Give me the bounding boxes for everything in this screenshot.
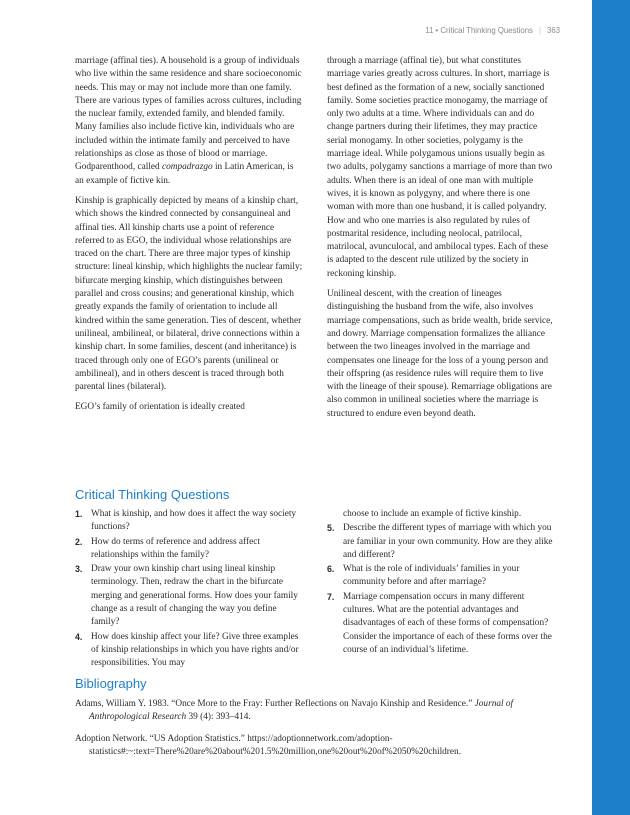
header-separator: | — [538, 26, 541, 35]
page-number: 363 — [546, 26, 560, 35]
question-number: 7. — [327, 591, 335, 602]
italic-term: compadrazgo — [162, 162, 213, 173]
paragraph: Unilineal descent, with the creation of lineages distinguishing the husband from the wife, also involves marriage compensations, such as bride wealth, bride service, and dowry. Marriage compensation formalizes the alliance between the two lineages involved in the marriage and compensates one lineage for the loss of a young person and their offspring (as residence rules will require them to live with the lineage of their spouse). Remarriage obligations are also common in unilineal societies where the marriage is structured to endure even beyond death. — [327, 289, 553, 419]
paragraph: through a marriage (affinal tie), but what constitutes marriage varies greatly across cultures. In short, marriage is best defined as the formation of a new, socially sanctioned family. Some societies practice monogamy, the marriage of only two adults at a time. Where individuals can and do change partners during their lifetimes, they may practice serial monogamy. In other societies, polygamy is the marriage ideal. While polygamous unions usually begin as two adults, polygamy sanctions a marriage of more than two adults. When there is an ideal of one man with multiple wives, it is known as polygyny, and where there is one woman with more than one husband, it is called polyandry. How and who one marries is also regulated by rules of postmarital residence, including neolocal, patrilocal, matrilocal, avunculocal, and ambilocal types. Each of these is adapted to the descent rule utilized by the society in reckoning kinship. — [327, 56, 553, 279]
paragraph-text: in Latin American, is an example of fictive kin. — [75, 162, 294, 186]
running-head — [425, 26, 560, 35]
question-continuation: choose to include an example of fictive kinship. — [343, 509, 522, 519]
citation-text: 39 (4): 393–414. — [186, 712, 251, 723]
question-number: 2. — [75, 536, 83, 547]
question-text: What is the role of individuals’ families in your community before and after marriage? — [343, 564, 520, 588]
section-heading-questions: Critical Thinking Questions — [75, 487, 230, 502]
question-number: 4. — [75, 631, 83, 642]
paragraph — [75, 55, 303, 188]
paragraph: Kinship is graphically depicted by means of a kinship chart, which shows the kindred connected by consanguineal and affinal ties. All kinship charts use a point of reference referred to as EGO, the individual whose relationships are traced on the chart. There are three major types of kinship structure: lineal kinship, which highlights the nuclear family; bifurcate merging kinship, which distinguishes between parallel and cross cousins; and generational kinship, which greatly expands the family of orientation to include all kindred within the same generation. Ties of descent, whether unilineal, ambilineal, or bilateral, drive connections within a kinship chart. In some families, descent (and inheritance) is traced through only one of EGO’s parents (unilineal or ambilineal), and in others descent is traced through both parental lines (bilateral). — [75, 195, 303, 393]
question-text: How does kinship affect your life? Give three examples of kinship relationships in which you have rights and/or responsibilities. You may — [91, 631, 299, 669]
question-text: Marriage compensation occurs in many different cultures. What are the potential advantages and disadvantages of each of these forms of compensation? Consider the importance of each of these forms over the course of an individual’s lifetime. — [343, 591, 552, 655]
bibliography-entry: Adoption Network. “US Adoption Statistics.” https://adoptionnetwork.com/adoption-statistics#:~:text=There%20are%20about%201.5%20million,one%20out%20of%2050%20children. — [75, 733, 461, 757]
question-item — [75, 631, 305, 671]
question-item — [75, 508, 305, 535]
question-item — [327, 563, 557, 590]
question-list-left — [75, 508, 305, 672]
body-column-right — [327, 55, 555, 428]
chapter-label: 11 • Critical Thinking Questions — [425, 26, 533, 35]
bibliography-entry — [75, 698, 545, 725]
question-item — [327, 591, 557, 657]
question-number: 6. — [327, 564, 335, 575]
question-item — [327, 522, 557, 562]
question-text: How do terms of reference and address affect relationships within the family? — [91, 536, 260, 560]
question-number: 1. — [75, 509, 83, 519]
paragraph-text: marriage (affinal ties). A household is a group of individuals who live within the same residence and share socioeconomic needs. This may or may not include more than one family. There are various types of families across cultures, including the nuclear family, extended family, and blended family. Many families also include fictive kin, individuals who are included within the intimate family and perceived to have relationships as close as those of blood or marriage. Godparenthood, called — [75, 56, 302, 173]
question-text: What is kinship, and how does it affect the way society functions? — [91, 509, 297, 533]
question-text: Draw your own kinship chart using lineal kinship terminology. Then, redraw the chart in the bifurcate merging and generational forms. How does your family change as a result of changing the way you define family? — [91, 564, 298, 628]
question-number: 5. — [327, 523, 335, 534]
body-column-left — [75, 55, 303, 422]
question-number: 3. — [75, 564, 83, 575]
question-list-right — [327, 508, 557, 658]
question-item — [75, 563, 305, 629]
bibliography-list — [75, 698, 545, 767]
citation-text: Adams, William Y. 1983. “Once More to the Fray: Further Reflections on Navajo Kinship and Residence.” — [75, 699, 475, 709]
question-item — [75, 536, 305, 563]
question-text: Describe the different types of marriage with which you are familiar in your own community. How are they alike and different? — [343, 523, 553, 560]
paragraph: EGO’s family of orientation is ideally created — [75, 402, 245, 413]
section-heading-bibliography: Bibliography — [75, 676, 147, 691]
page-edge-bar — [592, 0, 630, 815]
journal-title: Journal of Anthropological Research — [89, 699, 514, 723]
